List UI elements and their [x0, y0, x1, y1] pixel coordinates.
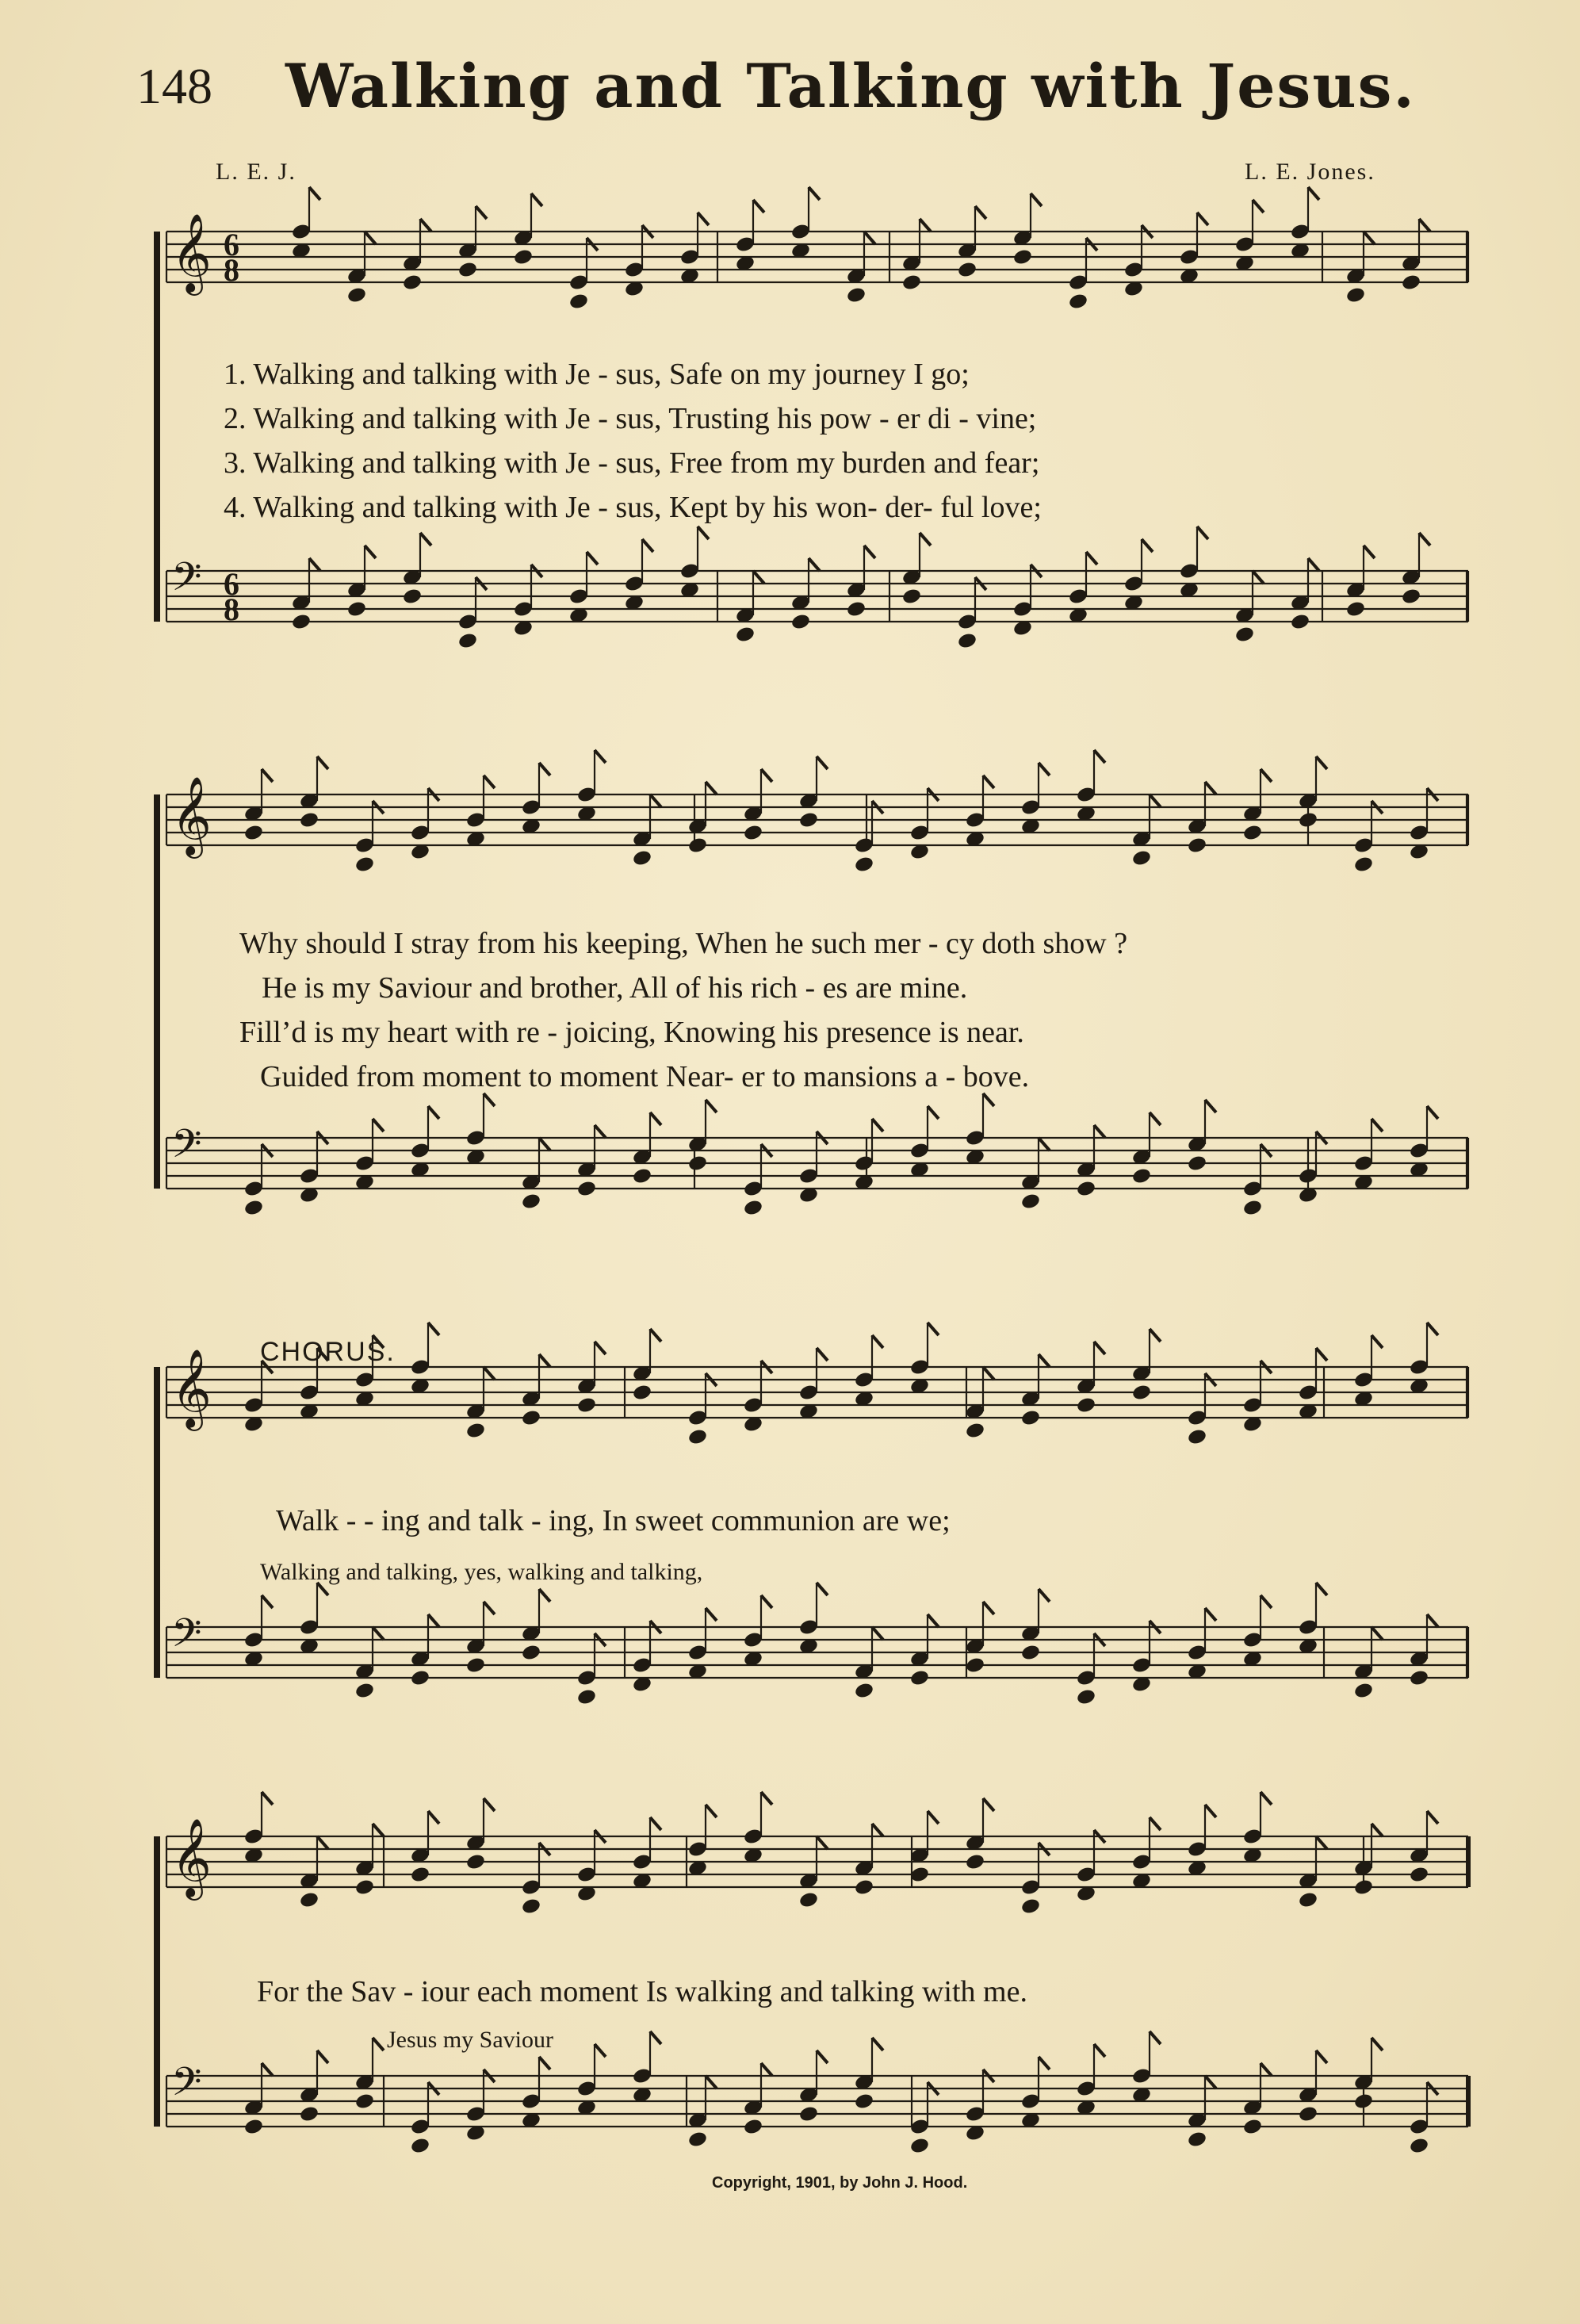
note-flag — [262, 1792, 273, 1805]
time-signature-digit: 8 — [224, 252, 239, 288]
note-flag — [872, 1627, 883, 1640]
note-flag — [1316, 1836, 1327, 1849]
notehead — [354, 1878, 375, 1897]
note-flag — [706, 1608, 717, 1621]
notehead — [909, 2137, 930, 2155]
notehead — [243, 2118, 264, 2136]
note-flag — [1372, 1627, 1383, 1640]
note-flag — [484, 775, 495, 788]
note-flag — [706, 1805, 717, 1817]
notehead — [243, 1199, 264, 1217]
note-flag — [531, 193, 542, 206]
note-flag — [872, 2038, 883, 2050]
notehead — [243, 824, 264, 842]
notehead — [291, 613, 312, 631]
note-flag — [928, 1614, 939, 1627]
chorus-echo-1: Walking and talking, yes, walking and talking, — [260, 1559, 703, 1585]
note-flag — [698, 212, 709, 225]
bass-clef-icon: 𝄢 — [171, 554, 202, 610]
note-flag — [1427, 1106, 1438, 1119]
notehead — [346, 286, 367, 304]
notehead — [632, 1384, 652, 1402]
notehead — [846, 600, 867, 618]
note-flag — [428, 1614, 439, 1627]
note-flag — [309, 558, 320, 571]
notehead — [957, 261, 977, 279]
notehead — [687, 837, 708, 855]
note-flag — [928, 1811, 939, 1824]
notehead — [465, 1422, 486, 1440]
verse-1-line-1: 1. Walking and talking with Je - sus, Safe on my journey I go; — [224, 358, 970, 391]
verse-2-line-1: 2. Walking and talking with Je - sus, Trusting his pow - er di - vine; — [224, 402, 1037, 435]
notehead — [354, 1682, 375, 1700]
note-flag — [587, 552, 598, 565]
notehead — [1401, 588, 1421, 606]
notehead — [1345, 600, 1366, 618]
note-flag — [650, 1817, 661, 1830]
note-flag — [476, 206, 487, 219]
note-flag — [539, 763, 550, 775]
note-flag — [650, 1112, 661, 1125]
note-marks-group — [171, 187, 1438, 2154]
note-flag — [1150, 2031, 1161, 2044]
notehead — [965, 1422, 985, 1440]
note-flag — [373, 1627, 384, 1640]
notehead — [965, 1853, 985, 1871]
notehead — [1076, 1688, 1096, 1706]
notehead — [1020, 1897, 1041, 1916]
note-flag — [1150, 794, 1161, 807]
note-flag — [1039, 1138, 1050, 1151]
note-flag — [975, 206, 986, 219]
note-flag — [539, 1138, 550, 1151]
notehead — [798, 2105, 819, 2123]
bass-clef-icon: 𝄢 — [171, 1121, 202, 1177]
note-flag — [817, 2050, 828, 2063]
note-flag — [428, 1323, 439, 1335]
note-flag — [1261, 2063, 1272, 2076]
notehead — [521, 1644, 541, 1662]
note-flag — [1253, 571, 1264, 584]
note-flag — [1094, 750, 1105, 763]
notehead — [632, 1167, 652, 1185]
notehead — [521, 1409, 541, 1427]
note-flag — [1364, 546, 1375, 558]
note-flag — [1419, 219, 1430, 232]
note-flag — [539, 2057, 550, 2069]
notehead — [1290, 613, 1310, 631]
notehead — [1298, 811, 1318, 829]
note-flag — [1372, 2038, 1383, 2050]
notehead — [790, 613, 811, 631]
note-flag — [817, 1348, 828, 1361]
note-flag — [1316, 756, 1327, 769]
note-flag — [539, 1589, 550, 1602]
notehead — [299, 1891, 319, 1909]
notehead — [457, 632, 478, 650]
note-flag — [872, 1335, 883, 1348]
note-flag — [1039, 2057, 1050, 2069]
note-flag — [373, 2038, 384, 2050]
note-flag — [317, 756, 328, 769]
note-flag — [595, 1342, 606, 1354]
note-flag — [595, 750, 606, 763]
notehead — [854, 856, 874, 874]
notehead — [1020, 1644, 1041, 1662]
notehead — [1020, 1409, 1041, 1427]
bass-clef-icon: 𝄢 — [171, 1610, 202, 1666]
notehead — [1068, 293, 1088, 311]
note-flag — [983, 1602, 994, 1614]
notehead — [410, 1866, 430, 1884]
note-flag — [928, 1106, 939, 1119]
note-flag — [1205, 1805, 1216, 1817]
notehead — [576, 1688, 597, 1706]
notehead — [299, 811, 319, 829]
note-flag — [817, 1836, 828, 1849]
note-flag — [1261, 769, 1272, 782]
note-flag — [1150, 1112, 1161, 1125]
note-flag — [761, 1792, 772, 1805]
note-flag — [373, 1824, 384, 1836]
note-flag — [1427, 1811, 1438, 1824]
notehead — [1242, 2118, 1263, 2136]
note-flag — [872, 1119, 883, 1131]
note-flag — [809, 187, 820, 200]
note-flag — [642, 539, 653, 552]
note-flag — [1205, 782, 1216, 794]
notehead — [743, 2118, 763, 2136]
treble-clef-icon: 𝄞 — [171, 1349, 212, 1428]
notehead — [1187, 2131, 1207, 2149]
notehead — [1187, 1428, 1207, 1446]
note-flag — [373, 1119, 384, 1131]
note-flag — [1364, 232, 1375, 244]
notehead — [687, 1154, 708, 1173]
note-flag — [1316, 1583, 1327, 1595]
notehead — [854, 1878, 874, 1897]
verse-1-line-2: Why should I stray from his keeping, When he such mer - cy doth show ? — [239, 927, 1128, 960]
note-flag — [484, 1798, 495, 1811]
note-flag — [817, 1583, 828, 1595]
note-flag — [817, 756, 828, 769]
note-flag — [1150, 1817, 1161, 1830]
note-flag — [365, 546, 376, 558]
notehead — [1131, 1384, 1152, 1402]
note-flag — [983, 1798, 994, 1811]
notehead — [735, 626, 756, 644]
notehead — [965, 1656, 985, 1675]
notehead — [576, 1180, 597, 1198]
note-flag — [650, 1329, 661, 1342]
note-flag — [1372, 1824, 1383, 1836]
chorus-label: CHORUS. — [260, 1337, 396, 1367]
notehead — [687, 1428, 708, 1446]
note-flag — [1039, 1354, 1050, 1367]
copyright-notice: Copyright, 1901, by John J. Hood. — [712, 2174, 968, 2192]
note-flag — [420, 219, 431, 232]
notehead — [1242, 1199, 1263, 1217]
note-flag — [595, 1125, 606, 1138]
notehead — [901, 274, 922, 292]
notehead — [1187, 837, 1207, 855]
verse-4-line-1: 4. Walking and talking with Je - sus, Kept by his won- der- ful love; — [224, 491, 1042, 524]
notehead — [1012, 248, 1033, 266]
note-flag — [1205, 2076, 1216, 2089]
notehead — [798, 811, 819, 829]
notehead — [1353, 2092, 1374, 2111]
chorus-echo-2: Jesus my Saviour — [387, 2027, 553, 2053]
note-flag — [1316, 2050, 1327, 2063]
notehead — [410, 1669, 430, 1687]
treble-clef-icon: 𝄞 — [171, 1818, 212, 1897]
notehead — [402, 274, 423, 292]
note-flag — [428, 1811, 439, 1824]
notehead — [1187, 1154, 1207, 1173]
verse-3-line-1: 3. Walking and talking with Je - sus, Free from my burden and fear; — [224, 446, 1040, 480]
note-flag — [761, 1595, 772, 1608]
note-flag — [1205, 1608, 1216, 1621]
notehead — [743, 1199, 763, 1217]
notehead — [1234, 626, 1255, 644]
note-flag — [928, 1323, 939, 1335]
notehead — [846, 286, 867, 304]
note-flag — [1308, 187, 1319, 200]
page-number: 148 — [136, 58, 212, 114]
note-flag — [650, 2031, 661, 2044]
note-flag — [1372, 1335, 1383, 1348]
notehead — [1131, 849, 1152, 867]
note-flag — [1150, 1329, 1161, 1342]
notehead — [410, 2137, 430, 2155]
words-credit: L. E. J. — [216, 159, 296, 185]
notehead — [1409, 1669, 1429, 1687]
note-flag — [262, 1595, 273, 1608]
notehead — [1298, 2105, 1318, 2123]
notehead — [854, 2092, 874, 2111]
notehead — [909, 1669, 930, 1687]
notehead — [1131, 1167, 1152, 1185]
notehead — [576, 1396, 597, 1415]
notehead — [1242, 824, 1263, 842]
note-flag — [428, 1106, 439, 1119]
note-flag — [761, 2063, 772, 2076]
notehead — [465, 1853, 486, 1871]
note-flag — [1039, 763, 1050, 775]
verse-4-line-2: Guided from moment to moment Near- er to mansions a - bove. — [260, 1060, 1030, 1093]
note-flag — [920, 219, 931, 232]
note-flag — [1094, 2044, 1105, 2057]
note-flag — [983, 1093, 994, 1106]
notehead — [521, 1897, 541, 1916]
notehead — [354, 856, 375, 874]
note-flag — [864, 546, 875, 558]
note-flag — [309, 187, 320, 200]
note-flag — [1261, 1595, 1272, 1608]
notehead — [632, 849, 652, 867]
note-flag — [1094, 1342, 1105, 1354]
note-flag — [753, 200, 764, 212]
notehead — [1353, 1682, 1374, 1700]
time-signature-digit: 6 — [224, 227, 239, 262]
notehead — [568, 293, 589, 311]
notehead — [1353, 856, 1374, 874]
chorus-line-2: For the Sav - iour each moment Is walking and talking with me. — [257, 1975, 1027, 2008]
notehead — [1020, 1193, 1041, 1211]
notehead — [354, 2092, 375, 2111]
note-flag — [983, 1367, 994, 1380]
note-flag — [864, 232, 875, 244]
note-flag — [761, 769, 772, 782]
note-flag — [983, 775, 994, 788]
notehead — [521, 1193, 541, 1211]
note-flag — [262, 2063, 273, 2076]
note-flag — [650, 794, 661, 807]
note-flag — [1142, 539, 1153, 552]
verse-3-line-2: Fill’d is my heart with re - joicing, Knowing his presence is near. — [239, 1016, 1024, 1049]
notehead — [346, 600, 367, 618]
notehead — [457, 261, 478, 279]
note-flag — [317, 1836, 328, 1849]
note-flag — [1253, 200, 1264, 212]
note-flag — [484, 1367, 495, 1380]
notehead — [299, 2105, 319, 2123]
note-flag — [706, 1100, 717, 1112]
notehead — [798, 1891, 819, 1909]
note-flag — [1427, 1323, 1438, 1335]
note-flag — [539, 1354, 550, 1367]
note-flag — [1372, 1119, 1383, 1131]
notehead — [957, 632, 977, 650]
note-flag — [1261, 1792, 1272, 1805]
notehead — [1401, 274, 1421, 292]
notehead — [854, 1682, 874, 1700]
notehead — [901, 588, 922, 606]
notehead — [1076, 1396, 1096, 1415]
notehead — [1298, 1891, 1318, 1909]
note-flag — [706, 782, 717, 794]
time-signature-digit: 6 — [224, 566, 239, 602]
note-flag — [809, 558, 820, 571]
notehead — [1345, 286, 1366, 304]
notehead — [1409, 1866, 1429, 1884]
verse-2-line-2: He is my Saviour and brother, All of his rich - es are mine. — [262, 971, 968, 1005]
bass-clef-icon: 𝄢 — [171, 2059, 202, 2115]
note-flag — [1316, 1348, 1327, 1361]
time-signature-digit: 8 — [224, 592, 239, 627]
note-flag — [1205, 1100, 1216, 1112]
notehead — [1409, 2137, 1429, 2155]
note-flag — [698, 526, 709, 539]
notehead — [687, 2131, 708, 2149]
notehead — [1076, 1180, 1096, 1198]
notehead — [513, 248, 534, 266]
treble-clef-icon: 𝄞 — [171, 776, 212, 856]
note-flag — [1419, 533, 1430, 546]
chorus-line-1: Walk - - ing and talk - ing, In sweet communion are we; — [276, 1504, 951, 1537]
note-flag — [1427, 1614, 1438, 1627]
notehead — [1353, 1878, 1374, 1897]
note-flag — [365, 232, 376, 244]
hymn-title: Walking and Talking with Jesus. — [285, 51, 1416, 121]
note-flag — [317, 2050, 328, 2063]
note-flag — [484, 1093, 495, 1106]
note-flag — [1197, 212, 1208, 225]
note-flag — [1197, 526, 1208, 539]
note-flag — [484, 1602, 495, 1614]
note-flag — [420, 533, 431, 546]
note-flag — [753, 571, 764, 584]
note-flag — [595, 2044, 606, 2057]
notehead — [402, 588, 423, 606]
treble-clef-icon: 𝄞 — [171, 213, 212, 293]
note-flag — [1031, 193, 1042, 206]
music-credit: L. E. Jones. — [1245, 159, 1375, 185]
note-flag — [262, 769, 273, 782]
note-flag — [872, 1824, 883, 1836]
note-flag — [920, 533, 931, 546]
notehead — [465, 1656, 486, 1675]
note-flag — [1094, 1125, 1105, 1138]
note-flag — [1086, 552, 1097, 565]
notehead — [743, 824, 763, 842]
note-flag — [1039, 1589, 1050, 1602]
note-flag — [706, 2076, 717, 2089]
note-flag — [1308, 558, 1319, 571]
